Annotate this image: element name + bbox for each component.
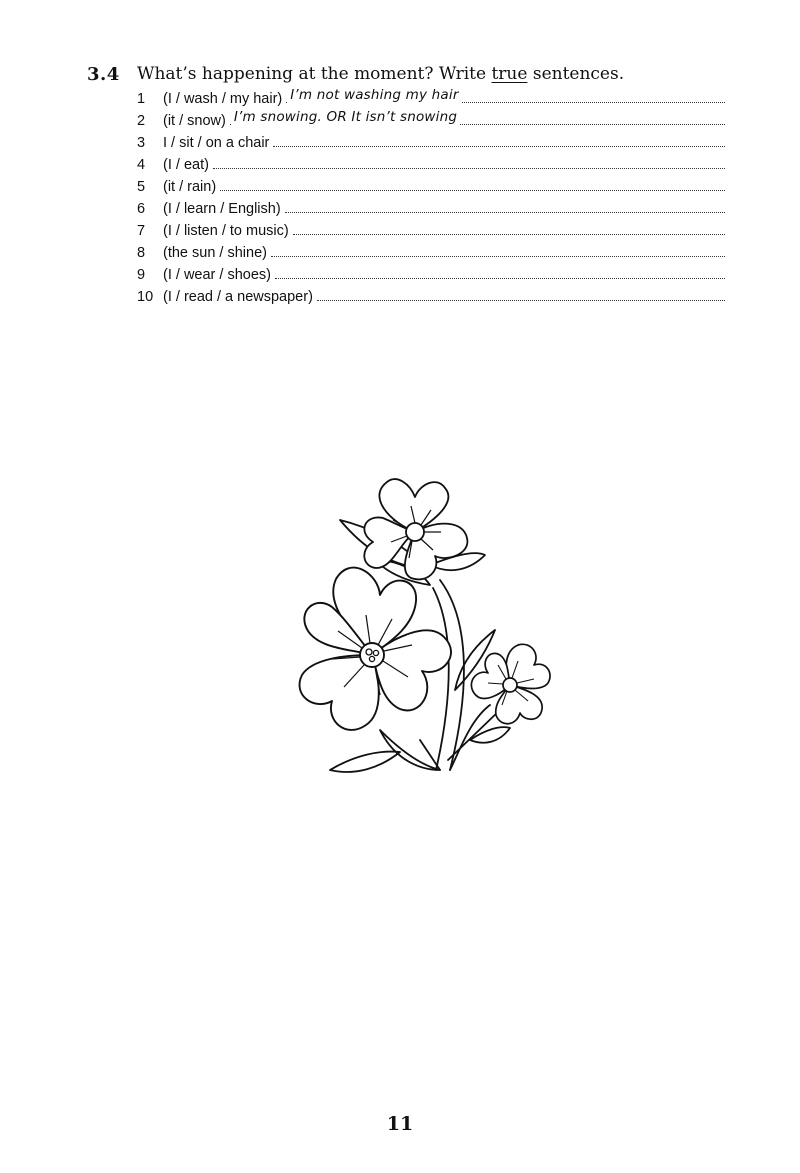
exercise-item: [137, 223, 725, 245]
flower-illustration: [270, 470, 560, 790]
item-prompt: (the sun / shine): [163, 245, 267, 261]
item-prompt: (I / eat): [163, 157, 209, 173]
answer-line[interactable]: [273, 146, 725, 147]
instruction-emphasis: true: [491, 64, 528, 84]
item-number: 3: [137, 135, 146, 151]
exercise-item: [137, 135, 725, 157]
item-number: 4: [137, 157, 146, 173]
exercise-items: [137, 87, 725, 311]
handwritten-answer: I’m not washing my hair: [290, 87, 459, 103]
exercise-item: [137, 201, 725, 223]
exercise-item: [137, 245, 725, 267]
item-prompt: (it / rain): [163, 179, 217, 195]
item-number: 7: [137, 223, 146, 239]
answer-line[interactable]: [317, 300, 725, 301]
item-number: 8: [137, 245, 146, 261]
item-prompt: (it / snow): [163, 113, 226, 129]
answer-line[interactable]: [293, 234, 725, 235]
page-number: 11: [386, 1113, 414, 1135]
instruction-text: What’s happening at the moment? Write: [137, 64, 492, 84]
item-number: 5: [137, 179, 146, 195]
answer-line[interactable]: [285, 212, 725, 213]
exercise-item: [137, 179, 725, 201]
item-number: 1: [137, 91, 146, 107]
answer-line[interactable]: [213, 168, 725, 169]
answer-line[interactable]: [275, 278, 725, 279]
handwritten-answer: I’m snowing. OR It isn’t snowing: [233, 109, 458, 125]
item-prompt: I / sit / on a chair: [163, 135, 270, 151]
item-number: 9: [137, 267, 146, 283]
answer-line[interactable]: [271, 256, 725, 257]
answer-line[interactable]: [286, 87, 725, 103]
item-number: 6: [137, 201, 146, 217]
instruction-text-end: sentences.: [527, 64, 625, 84]
item-number: 2: [137, 113, 146, 129]
item-number: 10: [137, 289, 154, 305]
item-prompt: (I / learn / English): [163, 201, 281, 217]
exercise-number: 3.4: [87, 64, 120, 85]
item-prompt: (I / listen / to music): [163, 223, 289, 239]
item-prompt: (I / wash / my hair): [163, 91, 283, 107]
exercise-item: [137, 289, 725, 311]
exercise-item: [137, 109, 725, 135]
exercise-item: [137, 157, 725, 179]
answer-line[interactable]: [220, 190, 725, 191]
answer-line[interactable]: [230, 109, 725, 125]
item-prompt: (I / read / a newspaper): [163, 289, 313, 305]
exercise-item: [137, 267, 725, 289]
exercise-instruction: [137, 64, 624, 84]
item-prompt: (I / wear / shoes): [163, 267, 271, 283]
